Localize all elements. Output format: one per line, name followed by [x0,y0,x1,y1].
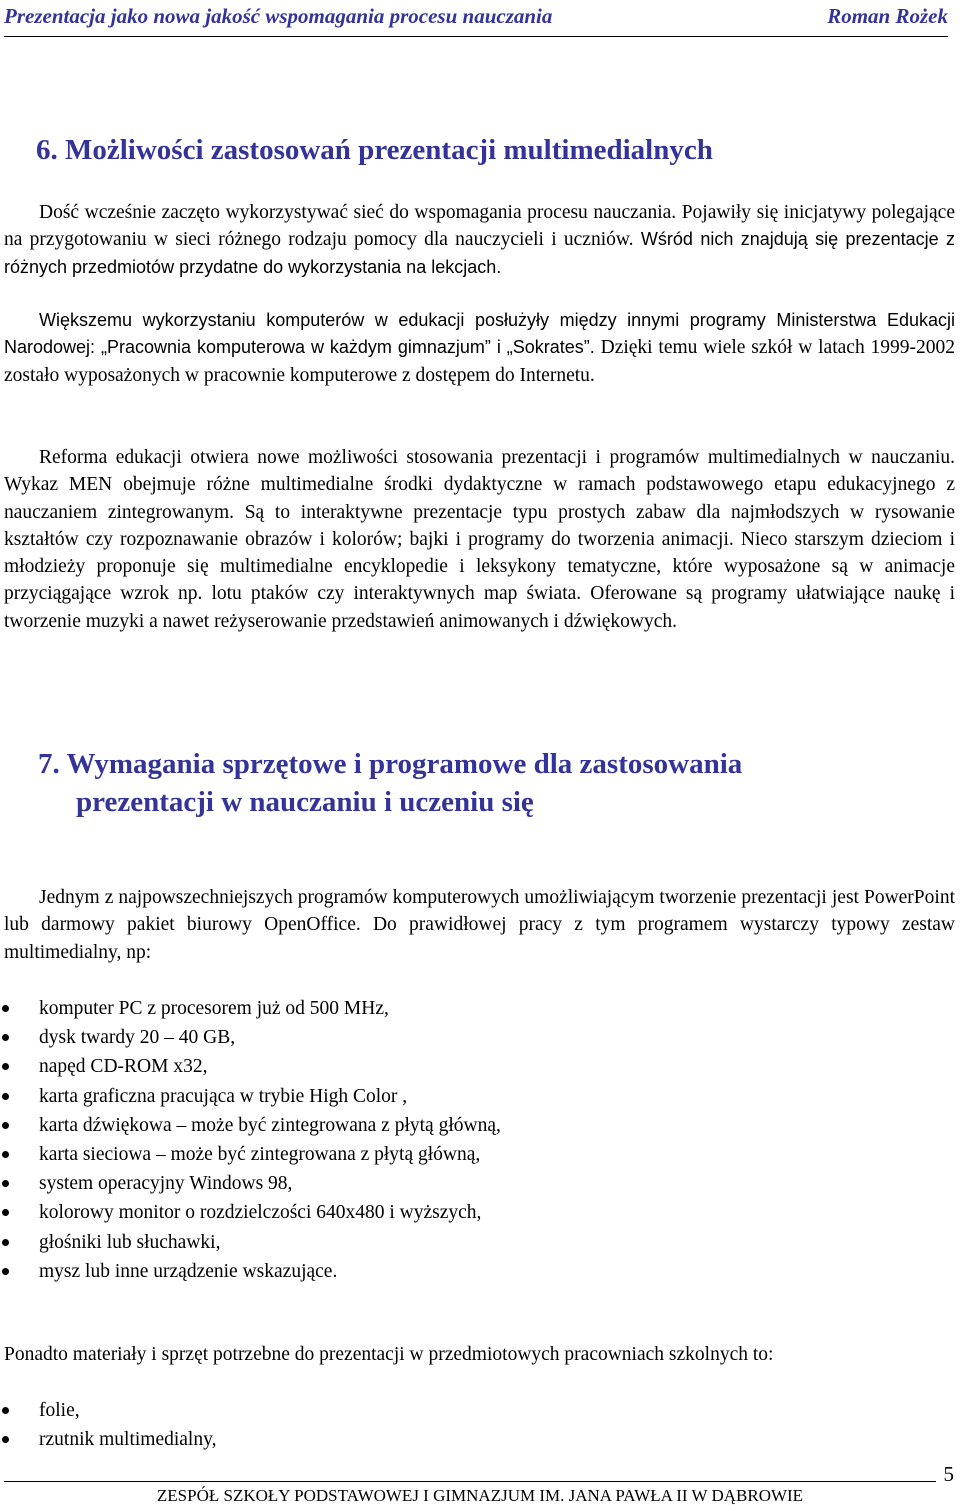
list-item [0,1111,501,1140]
page-header [4,0,948,37]
section-7-heading-line-1: 7. Wymagania sprzętowe i programowe dla zastosowania [38,748,743,780]
list-item-text: dysk twardy 20 – 40 GB, [39,1027,236,1049]
list-item [0,1425,216,1454]
section-7-paragraph-1 [4,884,955,966]
paragraph-1-text-sans: Wśród nich znajdują się prezentacje z różnych przedmiotów przydatne do wykorzystania na lekcjach. [4,229,955,277]
paragraph-3-text: Reforma edukacji otwiera nowe możliwości stosowania prezentacji i programów multimedialnych w nauczaniu. Wykaz MEN obejmuje różne multimedialne środki dydaktyczne w ramach podstawowego etapu edukacyjnego z nauczaniem zintegrowanym. Są to interaktywne prezentacje typu prostych zabaw dla najmłodszych w rysowanie kształtów czy rozpoznawanie obrazów i kolorów; bajki i programy do tworzenia animacji. Nieco starszym dzieciom i młodzieży proponuje się multimedialne encyklopedie i leksykony tematyczne, które wyposażone są w animacje przyciągające wzrok np. lotu ptaków czy interaktywnych map świata. Oferowane są programy ułatwiające naukę i tworzenie muzyki a nawet reżyserowanie przedstawień animowanych i dźwiękowych. [4,447,955,632]
bullet-icon [2,1239,9,1246]
list-item [0,1169,501,1198]
section-6-heading: 6. Możliwości zastosowań prezentacji multimedialnych [36,134,713,166]
section-7-paragraph-1-text: Jednym z najpowszechniejszych programów komputerowych umożliwiającym tworzenie prezentacji jest PowerPoint lub darmowy pakiet biurowy OpenOffice. Do prawidłowej pracy z tym programem wystarczy typowy zestaw multimedialny, np: [4,887,955,963]
paragraph-2-text-sans: Większemu wykorzystaniu komputerów w edukacji posłużyły między innymi programy Ministerstwa Edukacji Narodowej: „Pracownia komputerowa w każdym gimnazjum” i „Sokrates”. [4,310,955,358]
page-number: 5 [943,1462,954,1486]
list-item-text: karta graficzna pracująca w trybie High Color , [39,1085,408,1107]
bullet-icon [2,1122,9,1129]
list-item-text: karta sieciowa – może być zintegrowana z płytą główną, [39,1143,481,1165]
list-item [0,1052,501,1081]
footer-school-name: ZESPÓŁ SZKOŁY PODSTAWOWEJ I GIMNAZJUM IM. JANA PAWŁA II W DĄBROWIE [156,1486,804,1505]
list-item [0,1396,216,1425]
header-author: Roman Rożek [827,4,948,28]
paragraph-2-text: Dzięki temu wiele szkół w latach 1999-2002 zostało wyposażonych w pracownie komputerowe z dostępem do Internetu. [4,337,955,386]
bullet-icon [2,1034,9,1041]
footer-divider [4,1481,936,1482]
list-item [0,1140,501,1169]
bullet-icon [2,1093,9,1100]
list-item-text: folie, [39,1400,80,1421]
list-item-text: rzutnik multimedialny, [39,1429,217,1451]
bullet-icon [2,1151,9,1158]
list-item [0,1198,501,1227]
list-item [0,1023,501,1052]
list-item-text: komputer PC z procesorem już od 500 MHz, [39,998,389,1019]
section-7-heading-line-2: prezentacji w nauczaniu i uczeniu się [76,786,534,818]
bullet-icon [2,1436,9,1443]
bullet-icon [2,1209,9,1216]
bullet-icon [2,1268,9,1275]
section-6-paragraph-1 [4,199,955,281]
bullet-icon [2,1005,9,1012]
list-item-text: mysz lub inne urządzenie wskazujące. [39,1260,338,1282]
section-6-paragraph-3 [4,444,955,635]
materials-list [0,1396,216,1454]
bullet-icon [2,1407,9,1414]
paragraph-1-text: Dość wcześnie zaczęto wykorzystywać sieć do wspomagania procesu nauczania. Pojawiły się inicjatywy polegające na przygotowaniu w sieci różnego rodzaju pomocy dla nauczycieli i uczniów. [4,202,955,251]
section-7-paragraph-2-text: Ponadto materiały i sprzęt potrzebne do prezentacji w przedmiotowych pracowniach szkolnych to: [4,1344,774,1365]
list-item-text: system operacyjny Windows 98, [39,1173,293,1195]
section-7-paragraph-2 [4,1341,955,1368]
list-item-text: kolorowy monitor o rozdzielczości 640x480 i wyższych, [39,1202,482,1224]
list-item [0,1228,501,1257]
list-item-text: karta dźwiękowa – może być zintegrowana z płytą główną, [39,1114,501,1136]
list-item [0,1257,501,1286]
header-title: Prezentacja jako nowa jakość wspomagania procesu nauczania [4,4,553,28]
bullet-icon [2,1063,9,1070]
section-6-paragraph-2 [4,307,955,389]
bullet-icon [2,1180,9,1187]
list-item [0,1082,501,1111]
list-item-text: napęd CD-ROM x32, [39,1056,208,1078]
list-item [0,994,501,1023]
list-item-text: głośniki lub słuchawki, [39,1231,221,1253]
requirements-list [0,994,501,1286]
